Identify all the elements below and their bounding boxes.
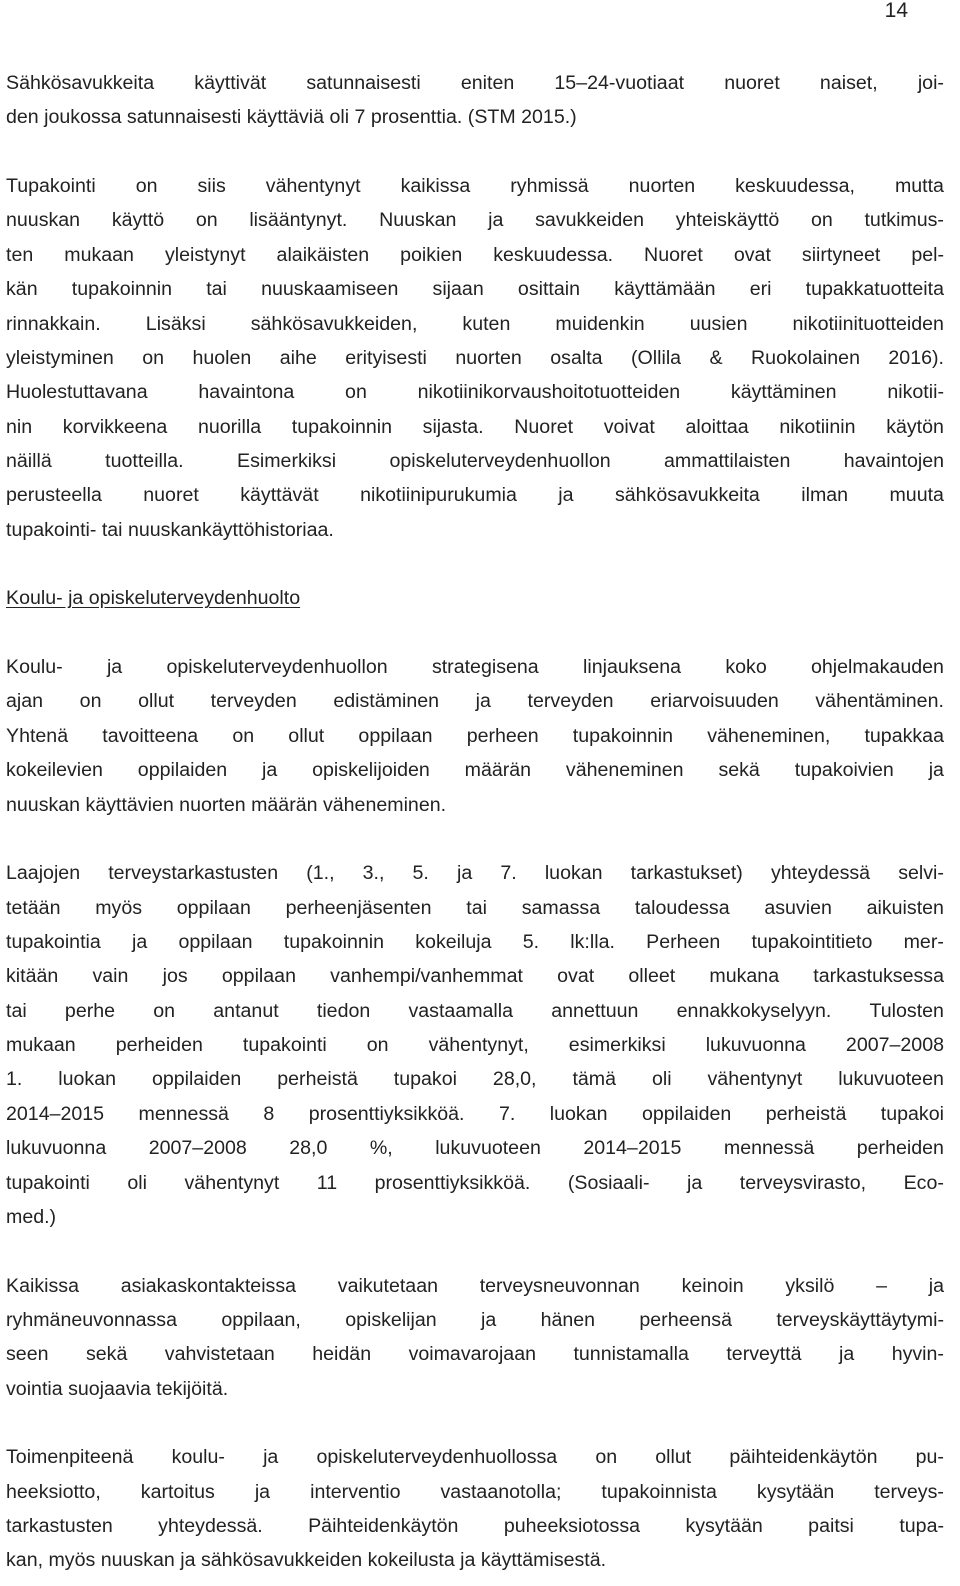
paragraph-gap xyxy=(6,1406,944,1440)
text-line: yleistyminen on huolen aihe erityisesti nuorten osalta (Ollila & Ruokolainen 2016). xyxy=(6,346,944,369)
text-line: tarkastusten yhteydessä. Päihteidenkäytön puheeksiotossa kysytään paitsi tupa- xyxy=(6,1515,944,1538)
text-line: seen sekä vahvistetaan heidän voimavarojaan tunnistamalla terveyttä ja hyvin- xyxy=(6,1343,944,1366)
text-line: tupakointia ja oppilaan tupakoinnin kokeiluja 5. lk:lla. Perheen tupakointitieto mer- xyxy=(6,930,944,953)
paragraph-gap xyxy=(6,616,944,650)
text-line: tupakointi- tai nuuskankäyttöhistoriaa. xyxy=(6,518,334,541)
text-block-before-heading xyxy=(6,66,944,547)
text-line: heeksiotto, kartoitus ja interventio vastaanotolla; tupakoinnista kysytään terveys- xyxy=(6,1480,944,1503)
text-line: Kaikissa asiakaskontakteissa vaikutetaan terveysneuvonnan keinoin yksilö – ja xyxy=(6,1274,944,1297)
text-line: kitään vain jos oppilaan vanhempi/vanhemmat ovat olleet mukana tarkastuksessa xyxy=(6,965,944,988)
text-line: Tupakointi on siis vähentynyt kaikissa ryhmissä nuorten keskuudessa, mutta xyxy=(6,175,944,198)
paragraph xyxy=(6,856,944,1234)
text-line: ajan on ollut terveyden edistäminen ja terveyden eriarvoisuuden vähentäminen. xyxy=(6,690,944,713)
section-heading-text: Koulu- ja opiskeluterveydenhuolto xyxy=(6,587,301,610)
text-line: perusteella nuoret käyttävät nikotiinipurukumia ja sähkösavukkeita ilman muuta xyxy=(6,484,944,507)
text-line: kan, myös nuuskan ja sähkösavukkeiden kokeilusta ja käyttämisestä. xyxy=(6,1549,607,1572)
paragraph-gap xyxy=(6,547,944,581)
text-line: nin korvikkeena nuorilla tupakoinnin sijasta. Nuoret voivat aloittaa nikotiinin käytön xyxy=(6,415,944,438)
text-line: Koulu- ja opiskeluterveydenhuollon strategisena linjauksena koko ohjelmakauden xyxy=(6,656,944,679)
text-line: kän tupakoinnin tai nuuskaamiseen sijaan osittain käyttämään eri tupakkatuotteita xyxy=(6,278,944,301)
paragraph-gap xyxy=(6,1234,944,1268)
document-body xyxy=(6,66,944,1578)
text-line: ryhmäneuvonnassa oppilaan, opiskelijan ja hänen perheensä terveyskäyttäytymi- xyxy=(6,1308,944,1331)
section-heading xyxy=(6,581,944,615)
paragraph xyxy=(6,650,944,822)
text-line: kokeilevien oppilaiden ja opiskelijoiden määrän väheneminen sekä tupakoivien ja xyxy=(6,759,944,782)
paragraph xyxy=(6,1440,944,1577)
text-line: 2014–2015 mennessä 8 prosenttiyksikköä. 7. luokan oppilaiden perheistä tupakoi xyxy=(6,1102,944,1125)
text-line: Laajojen terveystarkastusten (1., 3., 5. ja 7. luokan tarkastukset) yhteydessä selvi- xyxy=(6,862,944,885)
text-line: Huolestuttavana havaintona on nikotiinikorvaushoitotuotteiden käyttäminen nikotii- xyxy=(6,381,944,404)
paragraph-gap xyxy=(6,822,944,856)
text-line: vointia suojaavia tekijöitä. xyxy=(6,1377,229,1400)
paragraph xyxy=(6,66,944,135)
text-line: näillä tuotteilla. Esimerkiksi opiskeluterveydenhuollon ammattilaisten havaintojen xyxy=(6,449,944,472)
text-line: tetään myös oppilaan perheenjäsenten tai samassa taloudessa asuvien aikuisten xyxy=(6,896,944,919)
text-line: rinnakkain. Lisäksi sähkösavukkeiden, kuten muidenkin uusien nikotiinituotteiden xyxy=(6,312,944,335)
text-line: tupakointi oli vähentynyt 11 prosenttiyksikköä. (Sosiaali- ja terveysvirasto, Eco- xyxy=(6,1171,944,1194)
text-line: lukuvuonna 2007–2008 28,0 %, lukuvuoteen 2014–2015 mennessä perheiden xyxy=(6,1137,944,1160)
text-line: 1. luokan oppilaiden perheistä tupakoi 28,0, tämä oli vähentynyt lukuvuoteen xyxy=(6,1068,944,1091)
text-line: Toimenpiteenä koulu- ja opiskeluterveydenhuollossa on ollut päihteidenkäytön pu- xyxy=(6,1446,944,1469)
text-line: med.) xyxy=(6,1205,57,1228)
text-line: mukaan perheiden tupakointi on vähentynyt, esimerkiksi lukuvuonna 2007–2008 xyxy=(6,1034,944,1057)
text-line: Sähkösavukkeita käyttivät satunnaisesti eniten 15–24-vuotiaat nuoret naiset, joi- xyxy=(6,72,944,94)
paragraph xyxy=(6,1269,944,1406)
page-number: 14 xyxy=(884,0,908,22)
text-block-after-heading xyxy=(6,650,944,1578)
text-line: Yhtenä tavoitteena on ollut oppilaan perheen tupakoinnin väheneminen, tupakkaa xyxy=(6,724,944,747)
paragraph-gap xyxy=(6,135,944,169)
text-line: ten mukaan yleistynyt alaikäisten poikien keskuudessa. Nuoret ovat siirtyneet pel- xyxy=(6,243,944,266)
text-line: tai perhe on antanut tiedon vastaamalla annettuun ennakkokyselyyn. Tulosten xyxy=(6,999,944,1022)
paragraph xyxy=(6,169,944,547)
text-line: nuuskan käyttö on lisääntynyt. Nuuskan ja savukkeiden yhteiskäyttö on tutkimus- xyxy=(6,209,944,232)
text-line: den joukossa satunnaisesti käyttäviä oli 7 prosenttia. (STM 2015.) xyxy=(6,106,577,129)
text-line: nuuskan käyttävien nuorten määrän väheneminen. xyxy=(6,793,447,816)
